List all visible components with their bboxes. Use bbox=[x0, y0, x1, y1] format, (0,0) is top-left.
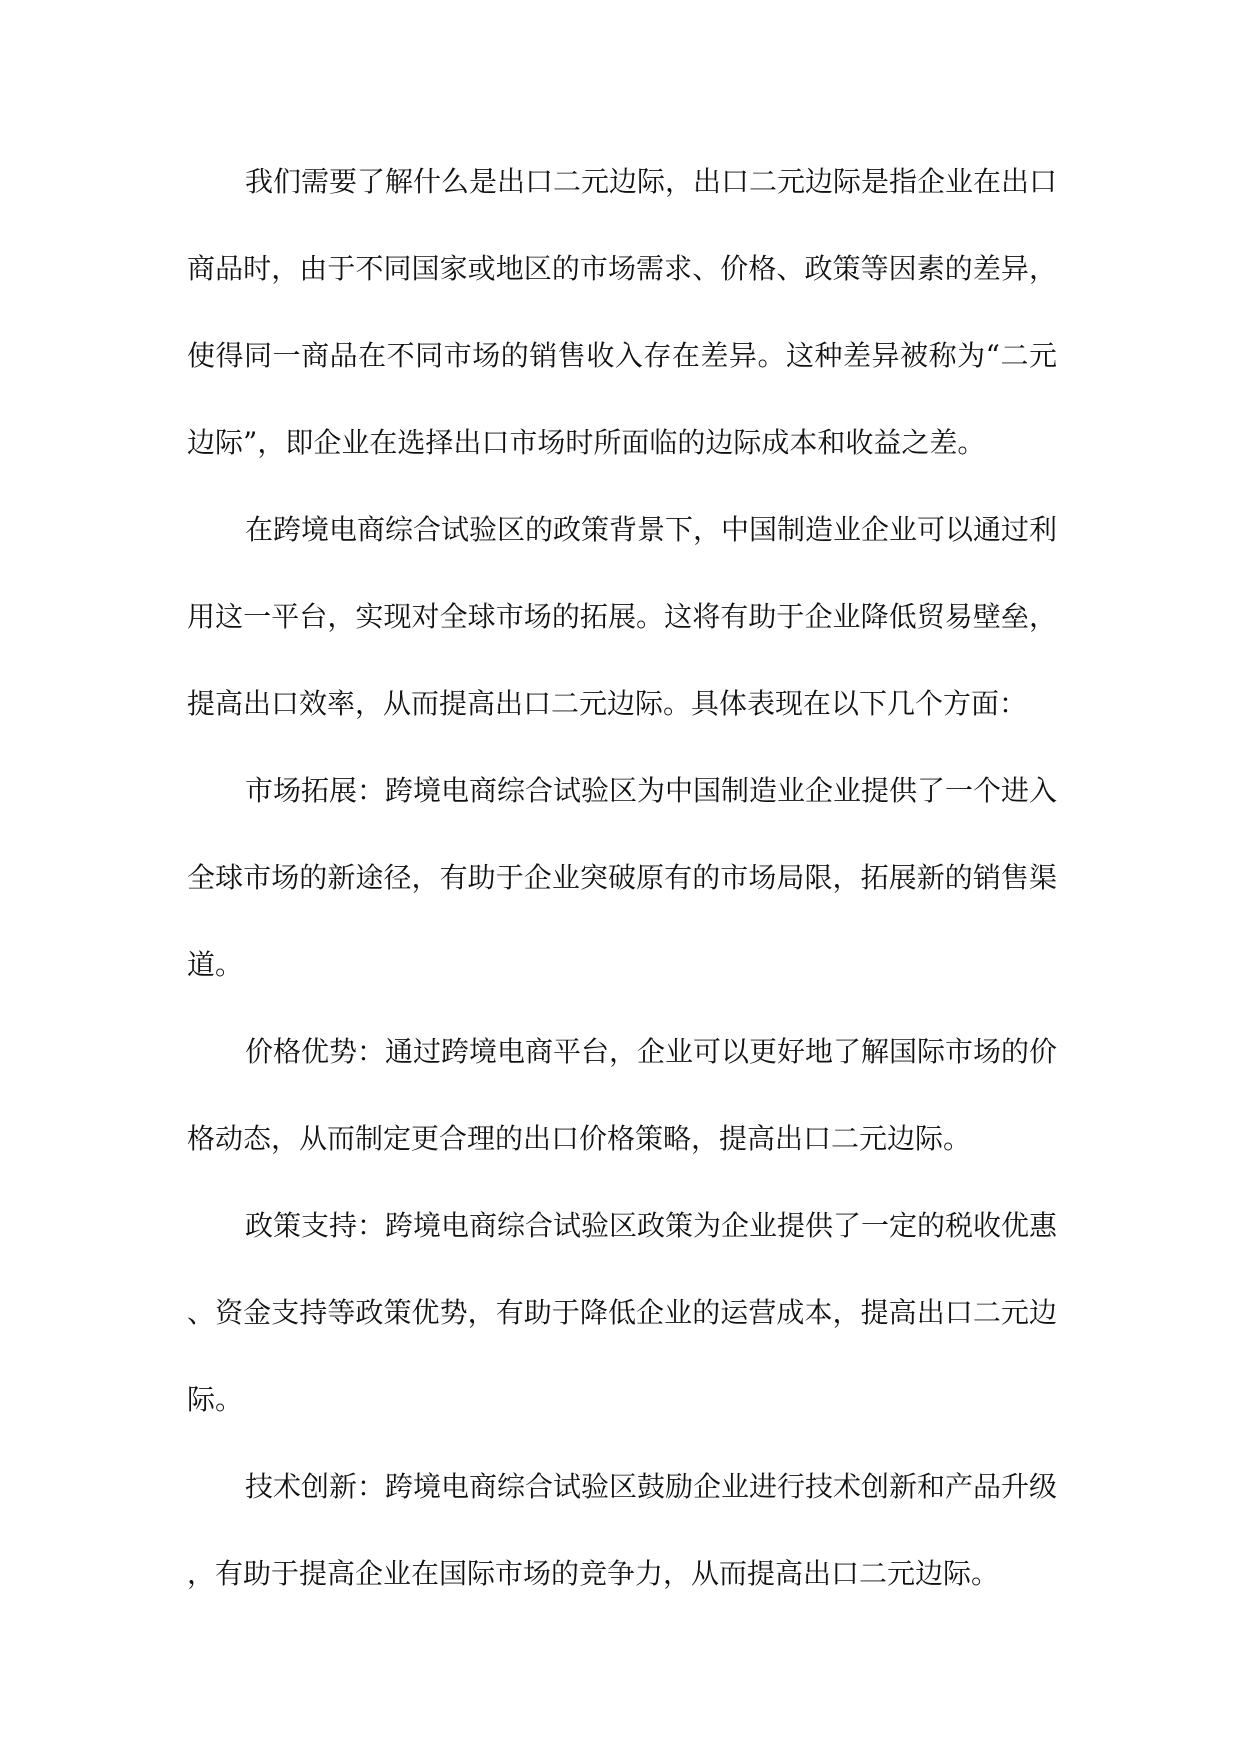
paragraph-price-advantage: 价格优势：通过跨境电商平台，企业可以更好地了解国际市场的价格动态，从而制定更合理的出口价格策略，提高出口二元边际。 bbox=[187, 1035, 1058, 1155]
paragraph-export-binary-margin-definition: 我们需要了解什么是出口二元边际，出口二元边际是指企业在出口商品时，由于不同国家或地区的市场需求、价格、政策等因素的差异，使得同一商品在不同市场的销售收入存在差异。这种差异被称为“二元边际”，即企业在选择出口市场时所面临的边际成本和收益之差。 bbox=[187, 165, 1058, 459]
paragraph-market-expansion: 市场拓展：跨境电商综合试验区为中国制造业企业提供了一个进入全球市场的新途径，有助于企业突破原有的市场局限，拓展新的销售渠道。 bbox=[187, 774, 1058, 981]
paragraph-policy-support: 政策支持：跨境电商综合试验区政策为企业提供了一定的税收优惠、资金支持等政策优势，有助于降低企业的运营成本，提高出口二元边际。 bbox=[187, 1209, 1058, 1416]
paragraph-technology-innovation: 技术创新：跨境电商综合试验区鼓励企业进行技术创新和产品升级，有助于提高企业在国际市场的竞争力，从而提高出口二元边际。 bbox=[187, 1470, 1058, 1590]
document-body bbox=[187, 138, 1057, 1617]
paragraph-policy-background: 在跨境电商综合试验区的政策背景下，中国制造业企业可以通过利用这一平台，实现对全球市场的拓展。这将有助于企业降低贸易壁垒，提高出口效率，从而提高出口二元边际。具体表现在以下几个方面： bbox=[187, 513, 1058, 720]
